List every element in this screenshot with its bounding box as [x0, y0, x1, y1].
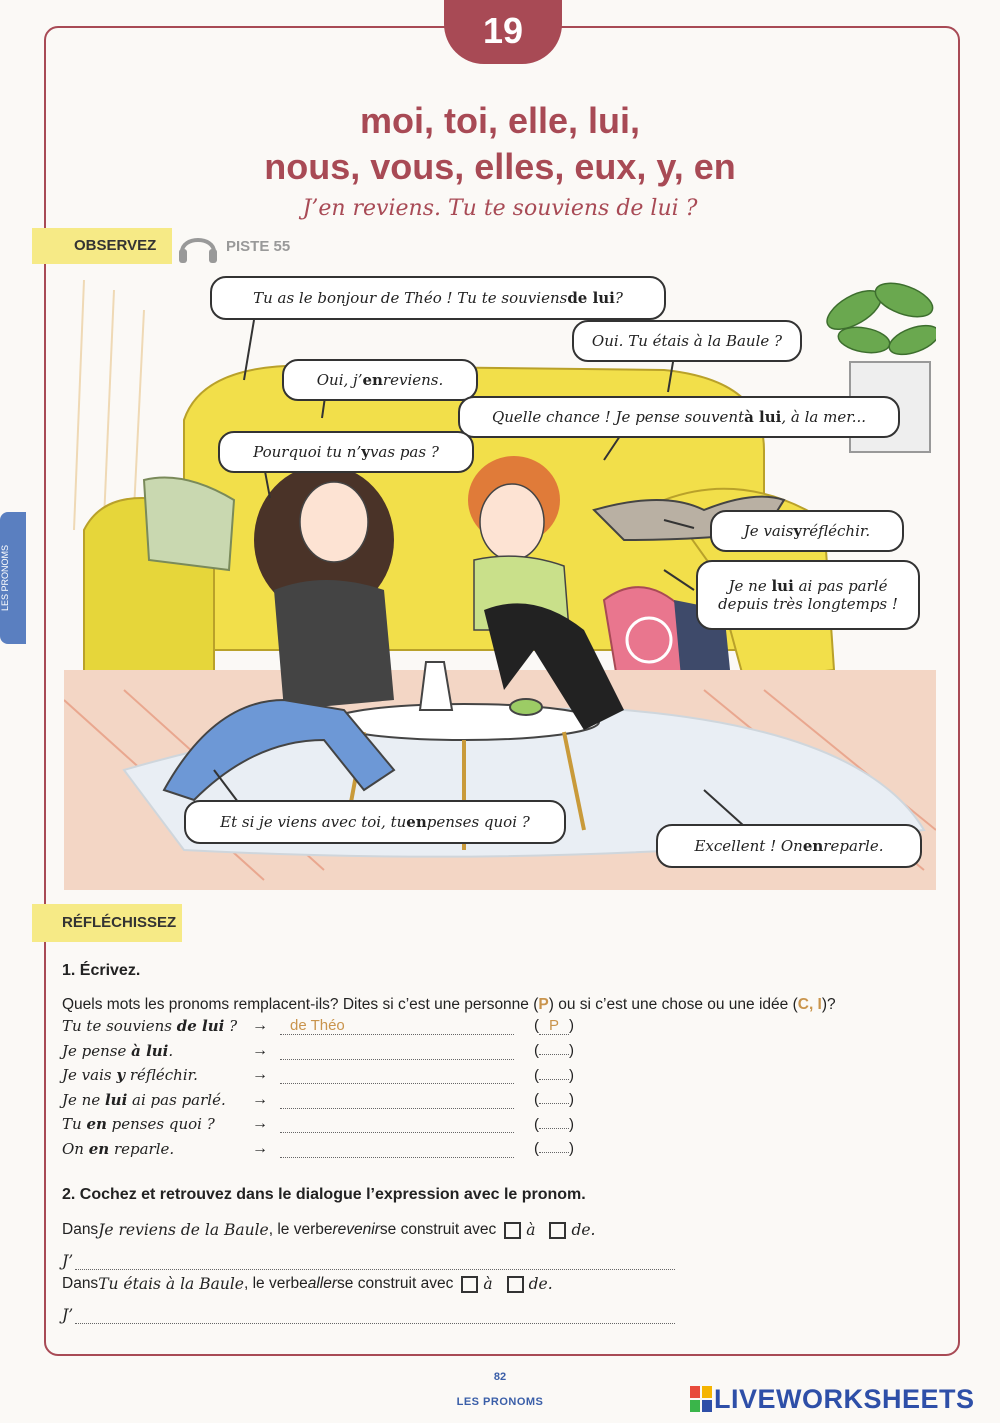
exercise-row: [62, 1063, 942, 1088]
exercise-2: [62, 1186, 942, 1324]
checkbox-a[interactable]: [461, 1276, 478, 1293]
answer-line[interactable]: J’: [62, 1242, 942, 1270]
question: Je ne lui ai pas parlé.: [62, 1090, 226, 1109]
arrow-icon: →: [252, 1066, 268, 1084]
question: Tu en penses quoi ?: [62, 1115, 215, 1134]
exercise-2-question-1: Dans Je reviens de la Baule , le verbe revenir se construit avec à de.: [62, 1221, 596, 1239]
section-footer: LES PRONOMS: [456, 1396, 544, 1408]
type-field[interactable]: ( P ): [534, 1017, 574, 1035]
exercise-2-heading: 2. Cochez et retrouvez dans le dialogue l’expression avec le pronom.: [62, 1186, 586, 1203]
arrow-icon: →: [252, 1041, 268, 1059]
side-tab: LES PRONOMS: [0, 512, 26, 644]
arrow-icon: →: [252, 1139, 268, 1157]
speech-bubble: Je ne lui ai pas parlé depuis très longtemps !: [696, 560, 920, 630]
exercise-row: [62, 1112, 942, 1137]
exercise-row: [62, 1039, 942, 1064]
subtitle: J’en reviens. Tu te souviens de lui ?: [302, 196, 698, 221]
type-field[interactable]: ( ): [534, 1140, 574, 1158]
speech-bubble: Oui, j’ en reviens.: [282, 359, 478, 401]
checkbox-de[interactable]: [549, 1222, 566, 1239]
arrow-icon: →: [252, 1090, 268, 1108]
title-line-1: moi, toi, elle, lui,: [359, 100, 641, 141]
page-number: 82: [493, 1371, 507, 1383]
speech-bubble: Excellent ! On en reparle.: [656, 824, 922, 868]
speech-bubble: Et si je viens avec toi, tu en penses quoi ?: [184, 800, 566, 844]
answer-field[interactable]: de Théo: [280, 1017, 514, 1035]
liveworksheets-icon: [690, 1386, 712, 1412]
answer-field[interactable]: [280, 1115, 514, 1133]
liveworksheets-watermark: LIVEWORKSHEETS: [714, 1383, 975, 1414]
headphones-icon: [176, 226, 220, 266]
speech-bubble: Tu as le bonjour de Théo ! Tu te souviens de lui ?: [210, 276, 666, 320]
checkbox-a[interactable]: [504, 1222, 521, 1239]
answer-field[interactable]: [280, 1066, 514, 1084]
speech-bubble: Je vais y réfléchir.: [710, 510, 904, 552]
type-field[interactable]: ( ): [534, 1042, 574, 1060]
arrow-icon: →: [252, 1115, 268, 1133]
lesson-number-badge: 19: [444, 0, 562, 64]
reflechissez-label: RÉFLÉCHISSEZ: [32, 904, 182, 942]
answer-field[interactable]: [280, 1042, 514, 1060]
answer-field[interactable]: [280, 1091, 514, 1109]
exercise-2-question-2: Dans Tu étais à la Baule , le verbe aller se construit avec à de.: [62, 1275, 553, 1293]
arrow-icon: →: [252, 1017, 268, 1035]
speech-bubble: Oui. Tu étais à la Baule ?: [572, 320, 802, 362]
question: Je vais y réfléchir.: [62, 1066, 198, 1085]
speech-bubble: Pourquoi tu n’ y vas pas ?: [218, 431, 474, 473]
exercise-1: [62, 962, 942, 1161]
liveworksheets-logo[interactable]: [690, 1384, 975, 1414]
checkbox-de[interactable]: [507, 1276, 524, 1293]
question: Je pense à lui.: [62, 1041, 174, 1060]
observez-label: OBSERVEZ: [32, 228, 172, 264]
question: Tu te souviens de lui ?: [62, 1017, 238, 1036]
speech-bubble: Quelle chance ! Je pense souvent à lui , à la mer...: [458, 396, 900, 438]
answer-field[interactable]: [280, 1140, 514, 1158]
exercise-row: [62, 1014, 942, 1039]
type-field[interactable]: ( ): [534, 1091, 574, 1109]
audio-track[interactable]: [176, 226, 290, 266]
answer-line[interactable]: J’: [62, 1296, 942, 1324]
exercise-1-instructions: Quels mots les pronoms remplacent-ils? Dites si c’est une personne (P) ou si c’est une chose ou une idée (C, I)?: [62, 996, 836, 1013]
question: On en reparle.: [62, 1139, 175, 1158]
type-field[interactable]: ( ): [534, 1115, 574, 1133]
exercise-row: [62, 1088, 942, 1113]
title-line-2: nous, vous, elles, eux, y, en: [264, 146, 736, 187]
piste-label: PISTE 55: [226, 237, 291, 255]
type-field[interactable]: ( ): [534, 1066, 574, 1084]
exercise-row: [62, 1137, 942, 1162]
exercise-1-heading: 1. Écrivez.: [62, 962, 141, 979]
